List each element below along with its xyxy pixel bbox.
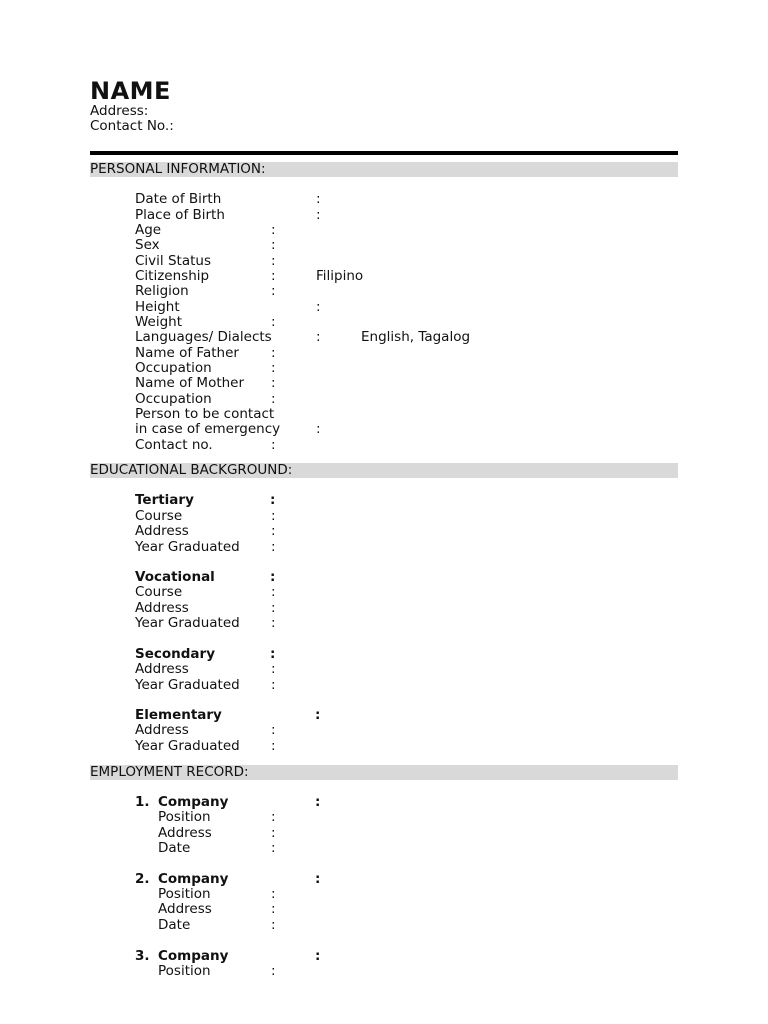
colon: :	[271, 738, 276, 754]
colon: :	[271, 539, 276, 555]
edu-item: Course	[135, 584, 183, 600]
colon: :	[271, 437, 276, 453]
colon: :	[271, 825, 276, 841]
colon: :	[271, 360, 276, 376]
section-personal-information	[90, 162, 678, 177]
label-emergency-contact: Person to be contact	[135, 406, 275, 422]
employment-item: Date	[158, 917, 191, 933]
edu-item: Address	[135, 722, 189, 738]
employment-item: Address	[158, 901, 212, 917]
colon: :	[270, 569, 276, 585]
label-name-of-mother: Name of Mother	[135, 375, 245, 391]
colon: :	[271, 508, 276, 524]
colon: :	[271, 283, 276, 299]
edu-item: Address	[135, 600, 189, 616]
label-languages: Languages/ Dialects	[135, 329, 272, 345]
colon: :	[315, 871, 321, 887]
label-father-occupation: Occupation	[135, 360, 212, 376]
value-citizenship: Filipino	[316, 268, 364, 284]
edu-item: Course	[135, 508, 183, 524]
edu-item: Address	[135, 523, 189, 539]
colon: :	[271, 661, 276, 677]
edu-tertiary-title: Tertiary	[135, 492, 194, 508]
edu-elementary-title: Elementary	[135, 707, 222, 723]
colon: :	[271, 677, 276, 693]
employment-item: Date	[158, 840, 191, 856]
colon: :	[271, 615, 276, 631]
colon: :	[271, 375, 276, 391]
address-label: Address:	[90, 103, 149, 119]
resume-name: NAME	[90, 77, 171, 105]
colon: :	[271, 253, 276, 269]
employment-item: Address	[158, 825, 212, 841]
contact-label: Contact No.:	[90, 118, 174, 134]
employment-number: 3.	[135, 948, 150, 964]
value-languages: English, Tagalog	[361, 329, 471, 345]
label-name-of-father: Name of Father	[135, 345, 239, 361]
colon: :	[316, 207, 321, 223]
employment-item: Position	[158, 886, 211, 902]
label-sex: Sex	[135, 237, 160, 253]
colon: :	[271, 391, 276, 407]
employment-number: 1.	[135, 794, 150, 810]
colon: :	[271, 584, 276, 600]
employment-company-title: Company	[158, 871, 229, 887]
colon: :	[271, 523, 276, 539]
label-emergency-contact-cont: in case of emergency	[135, 421, 281, 437]
colon: :	[270, 646, 276, 662]
label-religion: Religion	[135, 283, 189, 299]
section-heading: EDUCATIONAL BACKGROUND:	[90, 462, 293, 478]
label-mother-occupation: Occupation	[135, 391, 212, 407]
colon: :	[270, 492, 276, 508]
colon: :	[315, 948, 321, 964]
colon: :	[271, 901, 276, 917]
section-employment-record	[90, 765, 678, 780]
colon: :	[316, 421, 321, 437]
colon: :	[271, 314, 276, 330]
colon: :	[315, 794, 321, 810]
colon: :	[271, 345, 276, 361]
colon: :	[271, 886, 276, 902]
colon: :	[316, 191, 321, 207]
edu-item: Year Graduated	[135, 677, 240, 693]
employment-company-title: Company	[158, 948, 229, 964]
label-citizenship: Citizenship	[135, 268, 210, 284]
colon: :	[315, 707, 321, 723]
edu-item: Year Graduated	[135, 615, 240, 631]
label-civil-status: Civil Status	[135, 253, 211, 269]
section-heading: EMPLOYMENT RECORD:	[90, 764, 249, 780]
colon: :	[271, 722, 276, 738]
colon: :	[316, 299, 321, 315]
colon: :	[316, 329, 321, 345]
edu-item: Year Graduated	[135, 539, 240, 555]
header-divider	[90, 151, 678, 155]
label-height: Height	[135, 299, 180, 315]
edu-secondary-title: Secondary	[135, 646, 215, 662]
colon: :	[271, 222, 276, 238]
label-place-of-birth: Place of Birth	[135, 207, 225, 223]
edu-item: Address	[135, 661, 189, 677]
colon: :	[271, 237, 276, 253]
colon: :	[271, 268, 276, 284]
colon: :	[271, 840, 276, 856]
label-contact-no: Contact no.	[135, 437, 213, 453]
employment-item: Position	[158, 809, 211, 825]
employment-number: 2.	[135, 871, 150, 887]
edu-vocational-title: Vocational	[135, 569, 215, 585]
colon: :	[271, 809, 276, 825]
label-date-of-birth: Date of Birth	[135, 191, 222, 207]
edu-item: Year Graduated	[135, 738, 240, 754]
employment-item: Position	[158, 963, 211, 979]
label-weight: Weight	[135, 314, 183, 330]
section-educational-background	[90, 463, 678, 478]
employment-company-title: Company	[158, 794, 229, 810]
colon: :	[271, 963, 276, 979]
label-age: Age	[135, 222, 162, 238]
section-heading: PERSONAL INFORMATION:	[90, 161, 266, 177]
colon: :	[271, 600, 276, 616]
colon: :	[271, 917, 276, 933]
